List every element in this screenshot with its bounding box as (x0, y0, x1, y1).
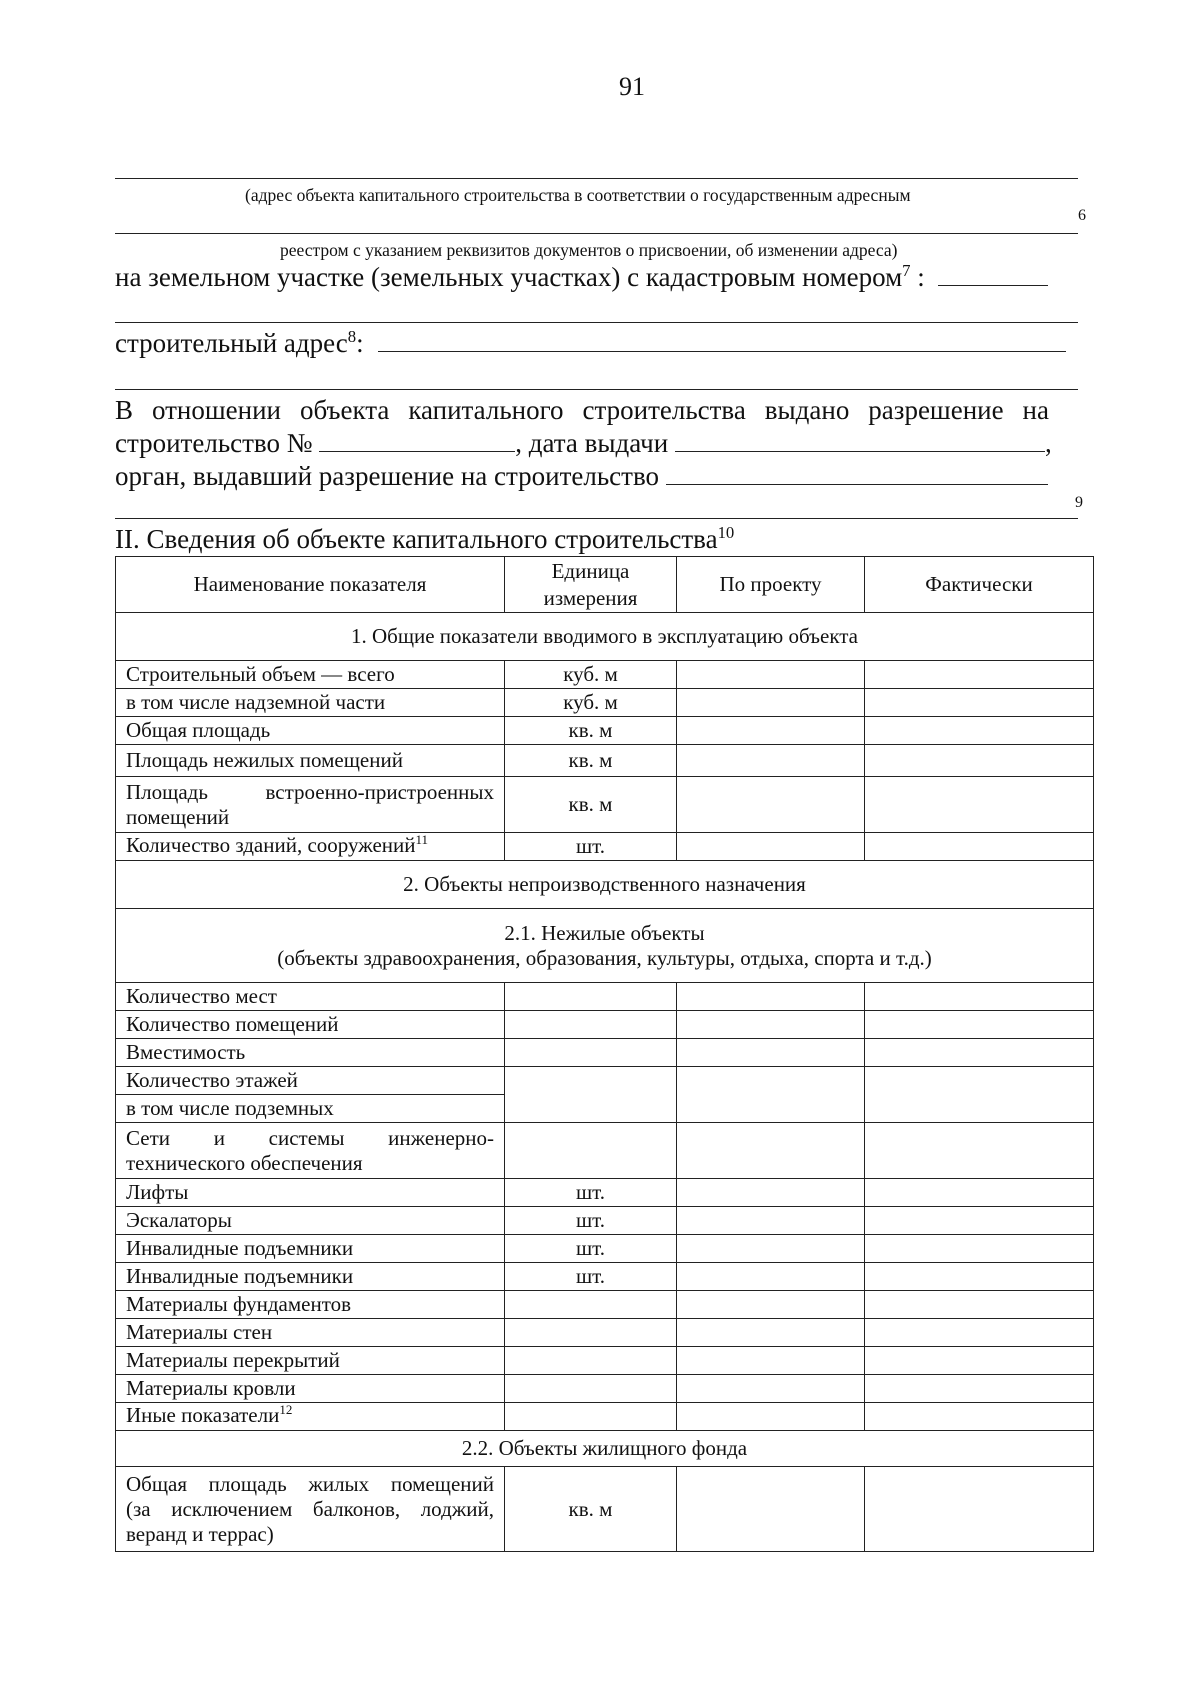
section-row (116, 861, 1094, 909)
row-project-cell[interactable] (677, 717, 865, 745)
row-name-line-1: Площадь встроенно-пристроенных (126, 779, 494, 804)
row-name (116, 1403, 505, 1431)
row-name: Инвалидные подъемники (116, 1235, 505, 1263)
row-unit[interactable] (505, 1067, 677, 1123)
row-name: Материалы стен (116, 1319, 505, 1347)
row-project-cell[interactable] (677, 1011, 865, 1039)
permit-authority-label: орган, выдавший разрешение на строительство (115, 461, 660, 491)
row-name-line-1: Общая площадь жилых помещений (126, 1471, 494, 1496)
table-row (116, 661, 1094, 689)
row-actual-cell[interactable] (865, 1347, 1094, 1375)
table-row (116, 1011, 1094, 1039)
section-2-1-subtitle: (объекты здравоохранения, образования, культуры, отдыха, спорта и т.д.) (277, 945, 932, 970)
row-project-cell[interactable] (677, 1467, 865, 1552)
row-unit[interactable] (505, 1319, 677, 1347)
address-caption-1: (адрес объекта капитального строительства в соответствии о государственным адресным (245, 185, 911, 205)
table-row (116, 1467, 1094, 1552)
row-unit[interactable] (505, 1347, 677, 1375)
section-title-footnote: 10 (717, 522, 735, 542)
row-unit[interactable] (505, 1291, 677, 1319)
table-row (116, 1263, 1094, 1291)
row-actual-cell[interactable] (865, 1179, 1094, 1207)
row-unit: кв. м (505, 717, 677, 745)
table-row (116, 1403, 1094, 1431)
row-project-cell[interactable] (677, 1039, 865, 1067)
row-name (116, 1123, 505, 1179)
land-extra-line (115, 322, 1078, 323)
row-unit[interactable] (505, 1123, 677, 1179)
row-project-cell[interactable] (677, 777, 865, 833)
row-unit[interactable] (505, 1403, 677, 1431)
construction-address-footnote: 8 (347, 326, 357, 346)
row-name: в том числе надземной части (116, 689, 505, 717)
land-cadastral-line (115, 262, 1078, 296)
table-row (116, 1179, 1094, 1207)
row-actual-cell[interactable] (865, 1207, 1094, 1235)
row-project-cell[interactable] (677, 745, 865, 777)
row-project-cell[interactable] (677, 1235, 865, 1263)
row-name (116, 833, 505, 861)
row-actual-cell[interactable] (865, 983, 1094, 1011)
header-name: Наименование показателя (116, 557, 505, 613)
row-unit: шт. (505, 833, 677, 861)
row-project-cell[interactable] (677, 1179, 865, 1207)
row-footnote: 12 (279, 1402, 293, 1418)
table-row (116, 1067, 1094, 1095)
table-row (116, 1291, 1094, 1319)
row-unit[interactable] (505, 1011, 677, 1039)
row-project-cell[interactable] (677, 983, 865, 1011)
permit-line-1: В отношении объекта капитального строительства выдано разрешение на (115, 395, 1049, 425)
table-row (116, 833, 1094, 861)
row-actual-cell[interactable] (865, 689, 1094, 717)
row-unit: кв. м (505, 745, 677, 777)
row-name: Материалы перекрытий (116, 1347, 505, 1375)
row-actual-cell[interactable] (865, 1011, 1094, 1039)
row-name: Лифты (116, 1179, 505, 1207)
row-project-cell[interactable] (677, 1319, 865, 1347)
section-2-title: 2. Объекты непроизводственного назначения (116, 861, 1094, 909)
address-line-2 (115, 233, 1078, 234)
row-name-line-2: технического обеспечения (126, 1150, 363, 1175)
section-2-1-cell (116, 909, 1094, 983)
header-unit: Единица измерения (505, 557, 677, 613)
object-indicators-table (115, 556, 1094, 1552)
row-name: Количество помещений (116, 1011, 505, 1039)
row-project-cell[interactable] (677, 1403, 865, 1431)
table-row (116, 1235, 1094, 1263)
row-name: в том числе подземных (116, 1095, 505, 1123)
row-project-cell[interactable] (677, 689, 865, 717)
row-unit: шт. (505, 1235, 677, 1263)
row-unit: куб. м (505, 661, 677, 689)
permit-date-label: , дата выдачи (515, 428, 669, 458)
section-title-text: II. Сведения об объекте капитального строительства (115, 524, 718, 554)
page-number: 91 (619, 72, 645, 101)
permit-number-label: строительство № (115, 428, 313, 458)
table-row (116, 1039, 1094, 1067)
table-row (116, 983, 1094, 1011)
row-project-cell[interactable] (677, 1263, 865, 1291)
construction-address-row (115, 328, 1078, 362)
row-unit: шт. (505, 1263, 677, 1291)
permit-extra-line (115, 518, 1078, 519)
row-footnote: 11 (415, 832, 429, 848)
row-actual-cell[interactable] (865, 833, 1094, 861)
table-row (116, 1319, 1094, 1347)
row-unit: кв. м (505, 777, 677, 833)
address-line-1 (115, 178, 1078, 179)
row-name (116, 777, 505, 833)
table-row (116, 1347, 1094, 1375)
row-actual-cell[interactable] (865, 745, 1094, 777)
section-title (115, 524, 734, 558)
address-caption-2: реестром с указанием реквизитов документов о присвоении, об изменении адреса) (280, 240, 898, 260)
row-unit: кв. м (505, 1467, 677, 1552)
row-unit[interactable] (505, 1375, 677, 1403)
construction-address-suffix: : (356, 328, 364, 358)
header-actual: Фактически (865, 557, 1094, 613)
row-project-cell[interactable] (677, 1207, 865, 1235)
row-name-line-2: помещений (126, 804, 230, 829)
row-unit: куб. м (505, 689, 677, 717)
row-actual-cell[interactable] (865, 1319, 1094, 1347)
row-name: Строительный объем — всего (116, 661, 505, 689)
row-actual-cell[interactable] (865, 1039, 1094, 1067)
permit-authority-field[interactable] (666, 462, 1048, 485)
section-row (116, 1431, 1094, 1467)
table-row (116, 1375, 1094, 1403)
row-actual-cell[interactable] (865, 1291, 1094, 1319)
row-project-cell[interactable] (677, 1347, 865, 1375)
row-unit: шт. (505, 1207, 677, 1235)
table-row (116, 1123, 1094, 1179)
row-actual-cell[interactable] (865, 1123, 1094, 1179)
row-unit[interactable] (505, 983, 677, 1011)
row-name: Площадь нежилых помещений (116, 745, 505, 777)
land-label: на земельном участке (земельных участках) с кадастровым номером (115, 262, 903, 292)
permit-number-field[interactable] (319, 429, 515, 452)
table-row (116, 689, 1094, 717)
table-row (116, 1207, 1094, 1235)
permit-date-field[interactable] (675, 429, 1045, 452)
land-footnote: 7 (902, 260, 911, 280)
row-name: Инвалидные подъемники (116, 1263, 505, 1291)
row-project-cell[interactable] (677, 1375, 865, 1403)
permit-line-2-end: , (1044, 428, 1052, 458)
row-name-text: Количество зданий, сооружений (126, 833, 416, 857)
row-actual-cell[interactable] (865, 1067, 1094, 1123)
permit-footnote-mark: 9 (1075, 494, 1083, 511)
row-actual-cell[interactable] (865, 1235, 1094, 1263)
row-actual-cell[interactable] (865, 1263, 1094, 1291)
row-actual-cell[interactable] (865, 1467, 1094, 1552)
table-row (116, 777, 1094, 833)
row-actual-cell[interactable] (865, 661, 1094, 689)
row-name: Количество мест (116, 983, 505, 1011)
header-project: По проекту (677, 557, 865, 613)
row-unit[interactable] (505, 1039, 677, 1067)
section-1-title: 1. Общие показатели вводимого в эксплуатацию объекта (116, 613, 1094, 661)
cadastral-number-field[interactable] (938, 263, 1048, 286)
row-name: Эскалаторы (116, 1207, 505, 1235)
row-name-text: Иные показатели (126, 1403, 280, 1427)
land-suffix: : (910, 262, 925, 292)
row-name: Вместимость (116, 1039, 505, 1067)
permit-line-2 (115, 428, 1085, 458)
row-actual-cell[interactable] (865, 1403, 1094, 1431)
construction-address-field[interactable] (378, 329, 1066, 352)
row-name: Материалы фундаментов (116, 1291, 505, 1319)
row-name: Материалы кровли (116, 1375, 505, 1403)
row-name: Количество этажей (116, 1067, 505, 1095)
section-row (116, 909, 1094, 983)
row-project-cell[interactable] (677, 661, 865, 689)
row-project-cell[interactable] (677, 1291, 865, 1319)
row-name (116, 1467, 505, 1552)
construction-address-extra-line (115, 389, 1078, 390)
row-project-cell[interactable] (677, 833, 865, 861)
section-row (116, 613, 1094, 661)
row-project-cell[interactable] (677, 1067, 865, 1123)
row-name: Общая площадь (116, 717, 505, 745)
row-project-cell[interactable] (677, 1123, 865, 1179)
row-actual-cell[interactable] (865, 717, 1094, 745)
row-name-line-3: веранд и террас) (126, 1521, 274, 1546)
row-unit: шт. (505, 1179, 677, 1207)
table-row (116, 745, 1094, 777)
permit-line-3 (115, 461, 1078, 491)
row-actual-cell[interactable] (865, 777, 1094, 833)
row-actual-cell[interactable] (865, 1375, 1094, 1403)
row-name-line-2: (за исключением балконов, лоджий, (126, 1496, 494, 1521)
construction-address-label: строительный адрес (115, 328, 348, 358)
address-footnote-mark: 6 (1078, 207, 1086, 224)
section-2-1-title: 2.1. Нежилые объекты (504, 920, 705, 945)
row-name-line-1: Сети и системы инженерно- (126, 1125, 494, 1150)
table-header-row (116, 557, 1094, 613)
table-row (116, 717, 1094, 745)
section-2-2-title: 2.2. Объекты жилищного фонда (116, 1431, 1094, 1467)
